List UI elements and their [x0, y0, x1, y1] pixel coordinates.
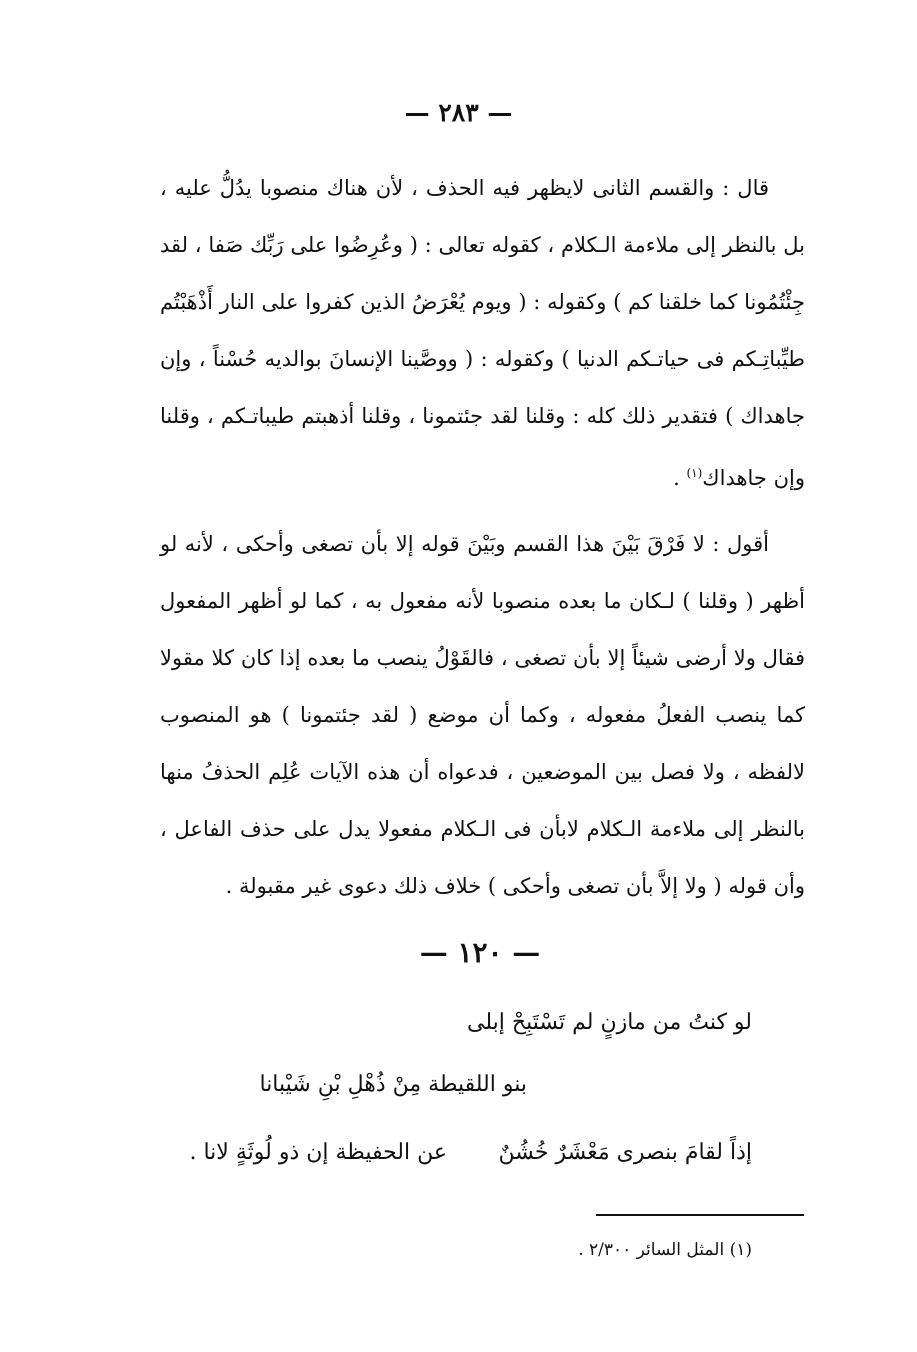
section-number: — ١٢٠ — [419, 936, 541, 969]
paragraph-1-text: قال : والقسم الثانى لايظهر فيه الحذف ، لأن هناك منصوبا يدُلُّ عليه ، بل بالنظر إلى ملاءمة الـكلام ، كقوله تعالى : ( وعُرِضُوا على رَبِّك صَفا ، لقد جِئْتُمُونا كما خلقنا كم ) وكقوله : ( ويوم يُعْرَضُ الذين كفروا على النار أَذْهَبْتُم طيِّباتِـكم فى حياتـكم الدنيا ) وكقوله : ( ووصَّينا الإنسانَ بوالديه حُسْناً ، وإن جاهداك ) فتقدير ذلك كله : وقلنا لقد جئتمونا ، وقلنا أذهبتم طيباتـكم ، وقلنا وإن جاهداك [160, 176, 805, 490]
footnote: (١) المثل السائر ٢/٣٠٠ . [578, 1240, 752, 1260]
footnote-reference: (١) [686, 466, 703, 480]
verse-line-3-first-hemistich: إذاً لقامَ بنصرى مَعْشَرٌ خُشُنٌ [498, 1140, 752, 1165]
verse-line-1: لو كنتُ من مازنٍ لم تَسْتَبِحْ إبلى [467, 1010, 752, 1035]
page-number: — ٢٨٣ — [404, 98, 513, 127]
paragraph-quote [160, 160, 805, 507]
paragraph-2-text: أقول : لا فَرْقَ بَيْنَ هذا القسم وبَيْنَ قوله إلا بأن تصغى وأحكى ، لأنه لو أظهر ( وقلنا ) لـكان ما بعده منصوبا لأنه مفعول به ، كما لو أظهر المفعول فقال ولا أرضى شيئاً إلا بأن تصغى ، فالقَوْلُ ينصب ما بعده إذا كان كلا مقولا كما ينصب الفعلُ مفعوله ، وكما أن موضع ( لقد جئتمونا ) هو المنصوب لالفظه ، ولا فصل بين الموضعين ، فدعواه أن هذه الآيات عُلِم الحذفُ منها بالنظر إلى ملاءمة الـكلام لابأن فى الـكلام مفعولا يدل على حذف الفاعل ، وأن قوله ( ولا إلاَّ بأن تصغى وأحكى ) خلاف ذلك دعوى غير مقبولة . [160, 532, 805, 898]
footnote-divider [596, 1214, 804, 1216]
paragraph-commentary [160, 516, 805, 915]
paragraph-text [160, 160, 805, 507]
paragraph-1-end: . [673, 466, 687, 490]
verse-line-3-second-hemistich: عن الحفيظة إن ذو لُوثَةٍ لانا . [189, 1140, 447, 1165]
verse-line-2: بنو اللقيطة مِنْ ذُهْلِ بْنِ شَيْبانا [259, 1072, 527, 1097]
